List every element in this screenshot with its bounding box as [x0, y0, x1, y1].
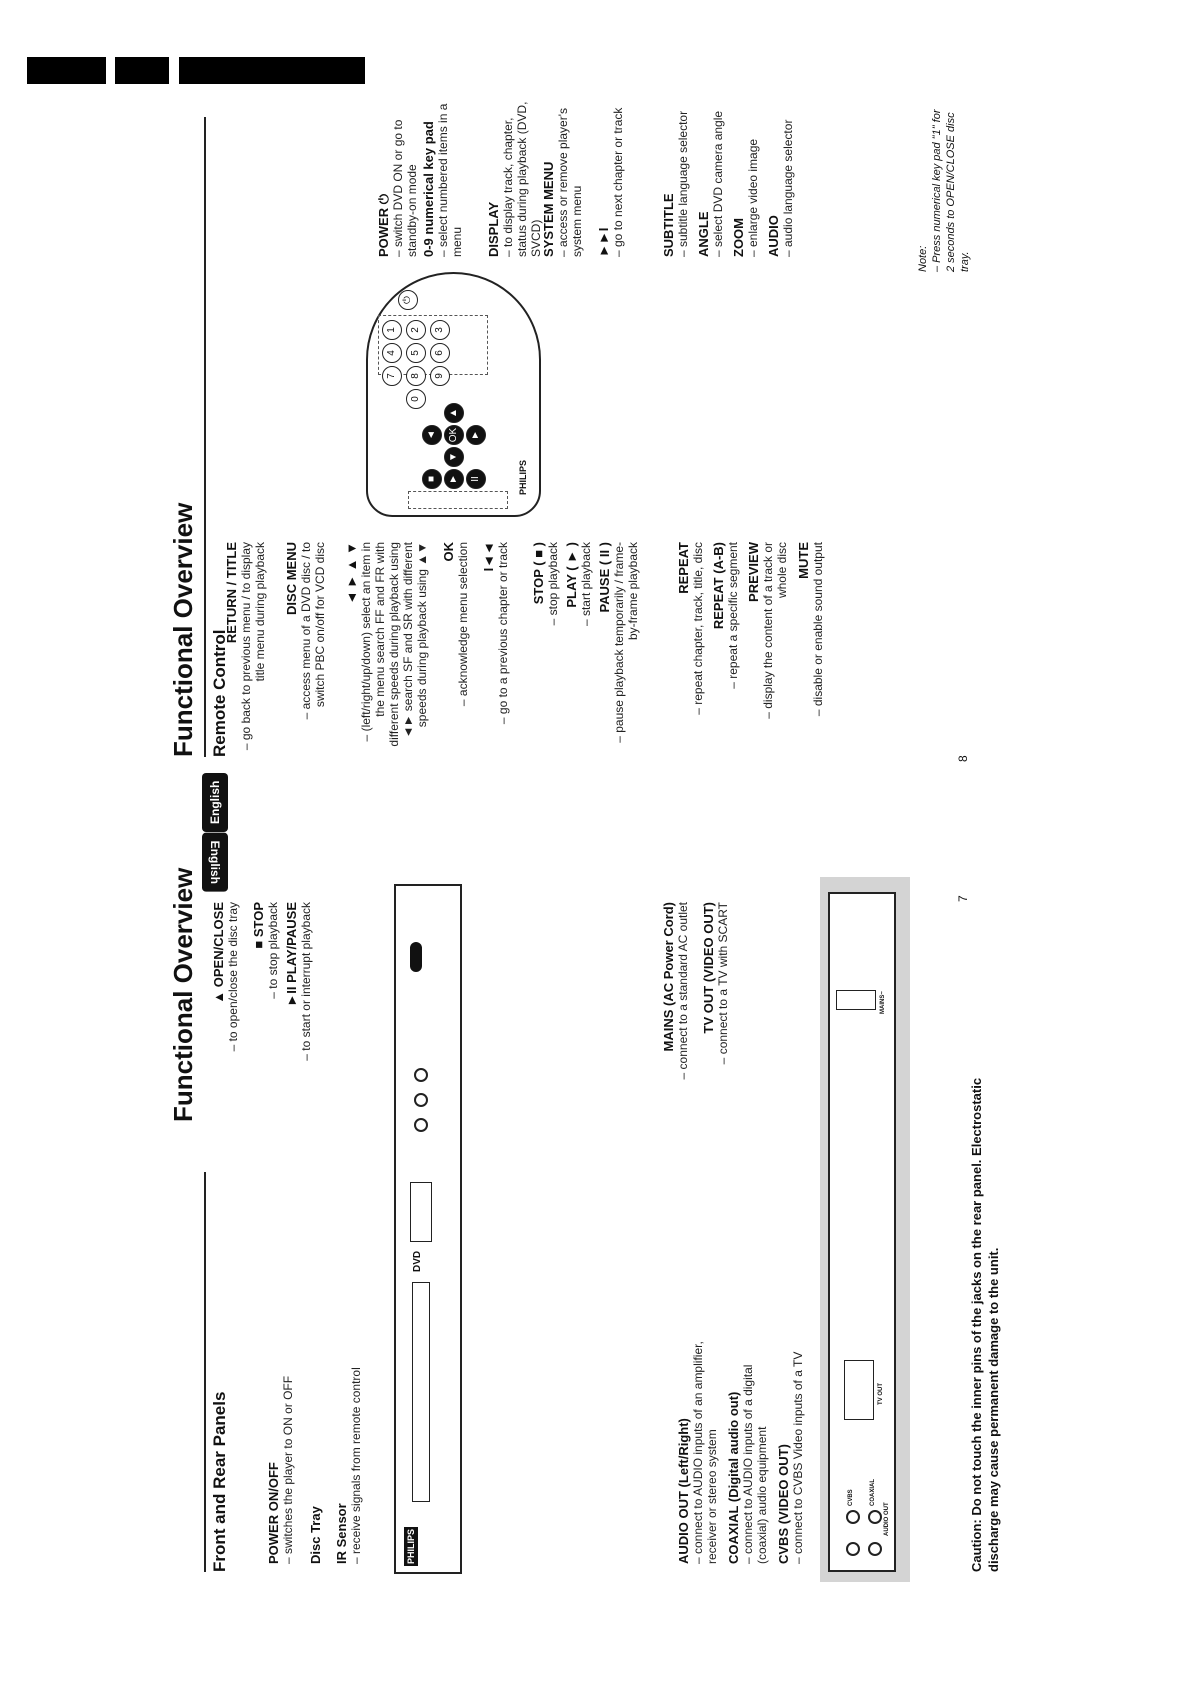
- remote-callout-subtitle: SUBTITLE – subtitle language selector: [661, 110, 690, 257]
- cvbs-jack-label: CVBS: [848, 1489, 854, 1506]
- remote-key-9: 9: [430, 366, 450, 386]
- open-close-label: ▲ OPEN/CLOSE: [211, 902, 226, 1004]
- remote-left-key-icon: ◄: [422, 425, 442, 445]
- ir-sensor-label: IR Sensor: [334, 1503, 349, 1564]
- right-page-title: Functional Overview: [168, 502, 198, 757]
- remote-stop-key-icon: ■: [422, 469, 442, 489]
- ir-sensor-callout: [334, 1324, 363, 1564]
- remote-callout-ok: OK – acknowledge menu selection: [441, 542, 470, 707]
- remote-callout-repeat: REPEAT – repeat chapter, track, title, disc: [676, 542, 705, 715]
- audio-out-label: AUDIO OUT (Left/Right): [676, 1418, 691, 1564]
- tv-out-callout: [701, 902, 730, 1152]
- audio-out-jack-label: AUDIO OUT: [884, 1502, 890, 1536]
- caution-text: [968, 882, 1002, 1572]
- audio-out-callout: [676, 1324, 719, 1564]
- remote-control-drawing: [366, 272, 541, 517]
- disc-tray-label: Disc Tray: [308, 1506, 323, 1564]
- audio-l-jack-icon: [846, 1542, 860, 1556]
- remote-callout-next: ►►I – go to next chapter or track: [596, 107, 625, 257]
- remote-callout-zoom: ZOOM – enlarge video image: [731, 138, 760, 257]
- header-block-3: [179, 57, 365, 84]
- cvbs-label: CVBS (VIDEO OUT): [776, 1444, 791, 1564]
- remote-callout-pause: PAUSE ( II ) – pause playback temporarily / frame-by-frame playback: [597, 542, 640, 743]
- remote-callout-numpad: 0-9 numerical key pad – select numbered items in a menu: [421, 103, 464, 257]
- remote-callout-return-title: RETURN / TITLE – go back to previous menu / to display title menu during playback: [224, 542, 267, 751]
- remote-pause-key-icon: II: [466, 469, 486, 489]
- coaxial-callout: [726, 1324, 769, 1564]
- audio-r-jack-icon: [868, 1542, 882, 1556]
- rear-panel-device: [828, 892, 896, 1572]
- coaxial-jack-icon: [868, 1510, 882, 1524]
- remote-key-5: 5: [406, 343, 426, 363]
- front-brand-logo: PHILIPS: [406, 1528, 416, 1564]
- remote-brand: PHILIPS: [518, 459, 528, 495]
- disc-tray-slot: [412, 1282, 430, 1502]
- remote-callout-play: PLAY ( ► ) – start playback: [564, 542, 593, 627]
- remote-callout-preview: PREVIEW – display the content of a track or whole disc: [746, 542, 789, 719]
- rear-panel-background: [820, 877, 910, 1582]
- remote-callout-prev: I◄◄ – go to a previous chapter or track: [481, 542, 510, 725]
- disc-tray-callout: [308, 1354, 323, 1564]
- play-pause-label: ►II PLAY/PAUSE: [284, 902, 299, 1007]
- remote-callout-stop: STOP ( ■ ) – stop playback: [531, 542, 560, 626]
- remote-function-keys-group: [408, 491, 508, 509]
- language-tab-left: English: [202, 833, 228, 892]
- mains-desc: – connect to a standard AC outlet: [676, 902, 690, 1080]
- cvbs-jack-icon: [846, 1510, 860, 1524]
- remote-callout-mute: MUTE – disable or enable sound output: [796, 542, 825, 717]
- language-tab-right: English: [202, 773, 228, 832]
- remote-callout-audio: AUDIO – audio language selector: [766, 119, 795, 257]
- remote-callout-angle: ANGLE – select DVD camera angle: [696, 110, 725, 257]
- remote-key-4: 4: [382, 343, 402, 363]
- remote-callout-system-menu: SYSTEM MENU – access or remove player's system menu: [541, 107, 584, 257]
- open-close-button-icon: [414, 1118, 428, 1132]
- coaxial-jack-label: COAXIAL: [870, 1479, 876, 1506]
- note-text: – Press numerical key pad "1" for 2 seconds to OPEN/CLOSE disc tray.: [931, 109, 971, 272]
- remote-down-key-icon: ▼: [444, 447, 464, 467]
- remote-key-1: 1: [382, 320, 402, 340]
- right-section-heading: Remote Control: [204, 117, 230, 757]
- stop-label: ■ STOP: [251, 902, 266, 949]
- open-close-callout: [211, 902, 240, 1162]
- mains-cord-icon: [836, 990, 876, 1010]
- ir-sensor-desc: – receive signals from remote control: [349, 1367, 363, 1564]
- remote-key-7: 7: [382, 366, 402, 386]
- scart-label: TV OUT: [878, 1383, 884, 1405]
- remote-power-key: ⏻: [398, 290, 418, 310]
- remote-ok-key: OK: [444, 425, 464, 445]
- remote-callout-display: DISPLAY – to display track, chapter, status during playback (DVD, SVCD): [486, 101, 543, 257]
- stop-desc: – to stop playback: [266, 902, 280, 999]
- power-onoff-label: POWER ON/OFF: [266, 1462, 281, 1564]
- note-block: [916, 102, 972, 272]
- remote-callout-arrows: ◄ ► ▲ ▼ – (left/right/up/down) select an item in the menu search FF and FR with different speeds during playback using ◄► search SF and SR with different speeds during playback using ▲▼: [344, 542, 429, 747]
- mains-callout: [661, 902, 690, 1152]
- cvbs-desc: – connect to CVBS Video inputs of a TV: [791, 1351, 805, 1564]
- remote-key-6: 6: [430, 343, 450, 363]
- manual-spread: [156, 92, 1036, 1592]
- stop-callout: [251, 902, 280, 1162]
- play-pause-callout: [284, 902, 313, 1192]
- display-window: [410, 1182, 432, 1242]
- remote-key-3: 3: [430, 320, 450, 340]
- power-button-icon: [410, 942, 422, 972]
- play-pause-desc: – to start or interrupt playback: [299, 902, 313, 1061]
- cvbs-callout: [776, 1324, 805, 1564]
- power-onoff-callout: [266, 1354, 295, 1564]
- play-pause-button-icon: [414, 1068, 428, 1082]
- remote-callout-disc-menu: DISC MENU – access menu of a DVD disc / to switch PBC on/off for VCD disc: [284, 542, 327, 720]
- remote-callout-repeat-ab: REPEAT (A-B) – repeat a specific segment: [711, 542, 740, 689]
- power-onoff-desc: – switches the player to ON or OFF: [281, 1375, 295, 1564]
- coaxial-label: COAXIAL (Digital audio out): [726, 1391, 741, 1564]
- open-close-desc: – to open/close the disc tray: [226, 902, 240, 1052]
- audio-out-desc: – connect to AUDIO inputs of an amplifier, receiver or stereo system: [691, 1341, 719, 1564]
- caution-line-1: Caution: Do not touch the inner pins of the jacks on the rear panel. Electrostatic: [969, 1077, 984, 1572]
- mains-label: MAINS (AC Power Cord): [661, 902, 676, 1052]
- remote-key-2: 2: [406, 320, 426, 340]
- left-page-title: Functional Overview: [168, 867, 198, 1122]
- tv-out-label: TV OUT (VIDEO OUT): [701, 902, 716, 1034]
- remote-callout-power: POWER ⏻ – switch DVD ON or go to standby-on mode: [376, 119, 419, 257]
- header-block-2: [115, 57, 169, 84]
- page-number-left: 7: [956, 895, 970, 902]
- tv-out-desc: – connect to a TV with SCART: [716, 902, 730, 1065]
- stop-button-icon: [414, 1093, 428, 1107]
- scart-connector-icon: [844, 1360, 874, 1420]
- remote-right-key-icon: ►: [466, 425, 486, 445]
- remote-key-8: 8: [406, 366, 426, 386]
- front-panel-device: [394, 884, 462, 1574]
- page-number-right: 8: [956, 755, 970, 762]
- mains-tag: MAINS~: [880, 991, 886, 1014]
- dvd-logo: DVD: [412, 1250, 423, 1272]
- remote-up-key-icon: ▲: [444, 403, 464, 423]
- remote-key-0: 0: [406, 389, 426, 409]
- remote-play-key-icon: ►: [444, 469, 464, 489]
- left-section-heading: Front and Rear Panels: [204, 1172, 230, 1572]
- caution-line-2: discharge may cause permanent damage to the unit.: [986, 1247, 1001, 1572]
- header-block-1: [27, 57, 106, 84]
- note-title: Note:: [917, 245, 929, 272]
- coaxial-desc: – connect to AUDIO inputs of a digital (coaxial) audio equipment: [741, 1364, 769, 1564]
